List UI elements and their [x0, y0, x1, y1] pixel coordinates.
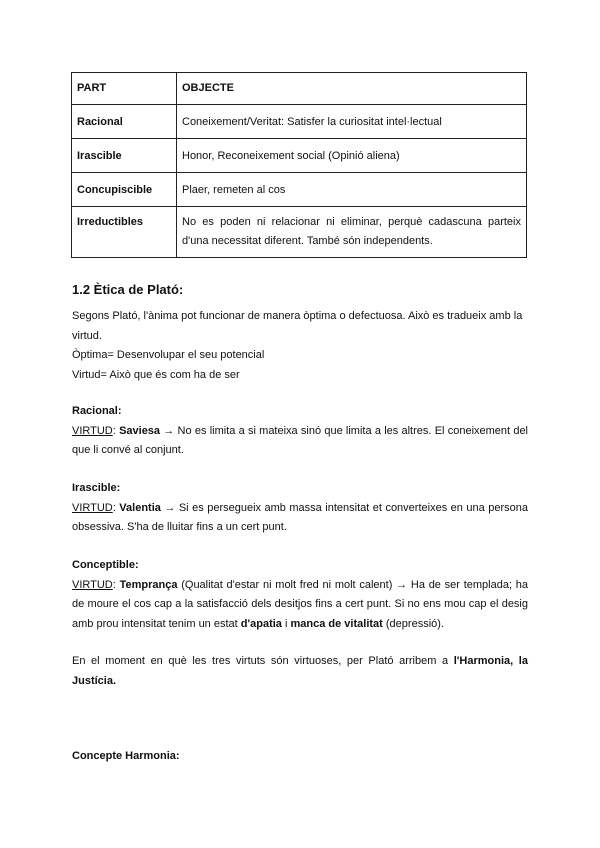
conceptible-text: VIRTUD: Temprança (Qualitat d'estar ni molt fred ni molt calent) → Ha de ser templada; ha de moure el cos cap a la satisfacció dels desitjos fins a cert punt. Si no ens mou cap el desig amb prou intensitat tenim un estat d'apatia i manca de vitalitat (depressió). — [72, 578, 529, 630]
table-row — [72, 105, 527, 139]
irascible-text: VIRTUD: Valentia → Si es persegueix amb massa intensitat et converteixes en una persona obsessiva. S'ha de lluitar fins a un cert punt. — [72, 501, 528, 533]
row-objecte: Plaer, remeten al cos — [177, 173, 527, 207]
virtue-name: Saviesa — [119, 424, 161, 437]
table-row — [72, 139, 527, 173]
optima-line: Òptima= Desenvolupar el seu potencial — [72, 349, 265, 361]
row-part: Concupiscible — [72, 173, 177, 207]
virtud-label: VIRTUD — [72, 501, 113, 514]
racional-block — [72, 402, 528, 461]
harmonia-block — [72, 652, 528, 691]
irascible-block — [72, 479, 528, 538]
irascible-label: Irascible: — [72, 482, 121, 494]
header-part: PART — [72, 73, 177, 105]
virtue-name: Temprança — [119, 578, 178, 591]
intro-block — [72, 307, 528, 385]
racional-text: VIRTUD: Saviesa → No es limita a si mateixa sinó que limita a les altres. El coneixement del que li convé al conjunt. — [72, 424, 528, 456]
row-part: Irreductibles — [72, 207, 177, 258]
conceptible-label: Conceptible: — [72, 559, 139, 571]
racional-label: Racional: — [72, 405, 122, 417]
parts-table — [71, 72, 527, 258]
row-objecte: Honor, Reconeixement social (Opinió aliena) — [177, 139, 527, 173]
table-header-row — [72, 73, 527, 105]
concepte-block — [72, 747, 528, 767]
section-title: 1.2 Ètica de Plató: — [72, 282, 184, 297]
row-part: Irascible — [72, 139, 177, 173]
virtud-label: VIRTUD — [72, 578, 113, 591]
virtud-label: VIRTUD — [72, 424, 113, 437]
table-row — [72, 173, 527, 207]
harmonia-paragraph: En el moment en què les tres virtuts són virtuoses, per Plató arribem a l'Harmonia, la Justícia. — [72, 655, 528, 687]
concepte-label: Concepte Harmonia: — [72, 750, 180, 762]
row-part: Racional — [72, 105, 177, 139]
virtud-line: Virtud= Això que és com ha de ser — [72, 368, 240, 381]
table-row — [72, 207, 527, 258]
row-objecte: No es poden ni relacionar ni eliminar, perquè cadascuna parteix d'una necessitat diferent. També són independents. — [177, 207, 527, 258]
conceptible-block — [72, 556, 528, 634]
virtue-name: Valentia — [119, 501, 161, 514]
row-objecte: Coneixement/Veritat: Satisfer la curiositat intel·lectual — [177, 105, 527, 139]
intro-paragraph: Segons Plató, l'ànima pot funcionar de manera òptima o defectuosa. Això es tradueix amb la virtud. — [72, 310, 523, 342]
header-objecte: OBJECTE — [177, 73, 527, 105]
